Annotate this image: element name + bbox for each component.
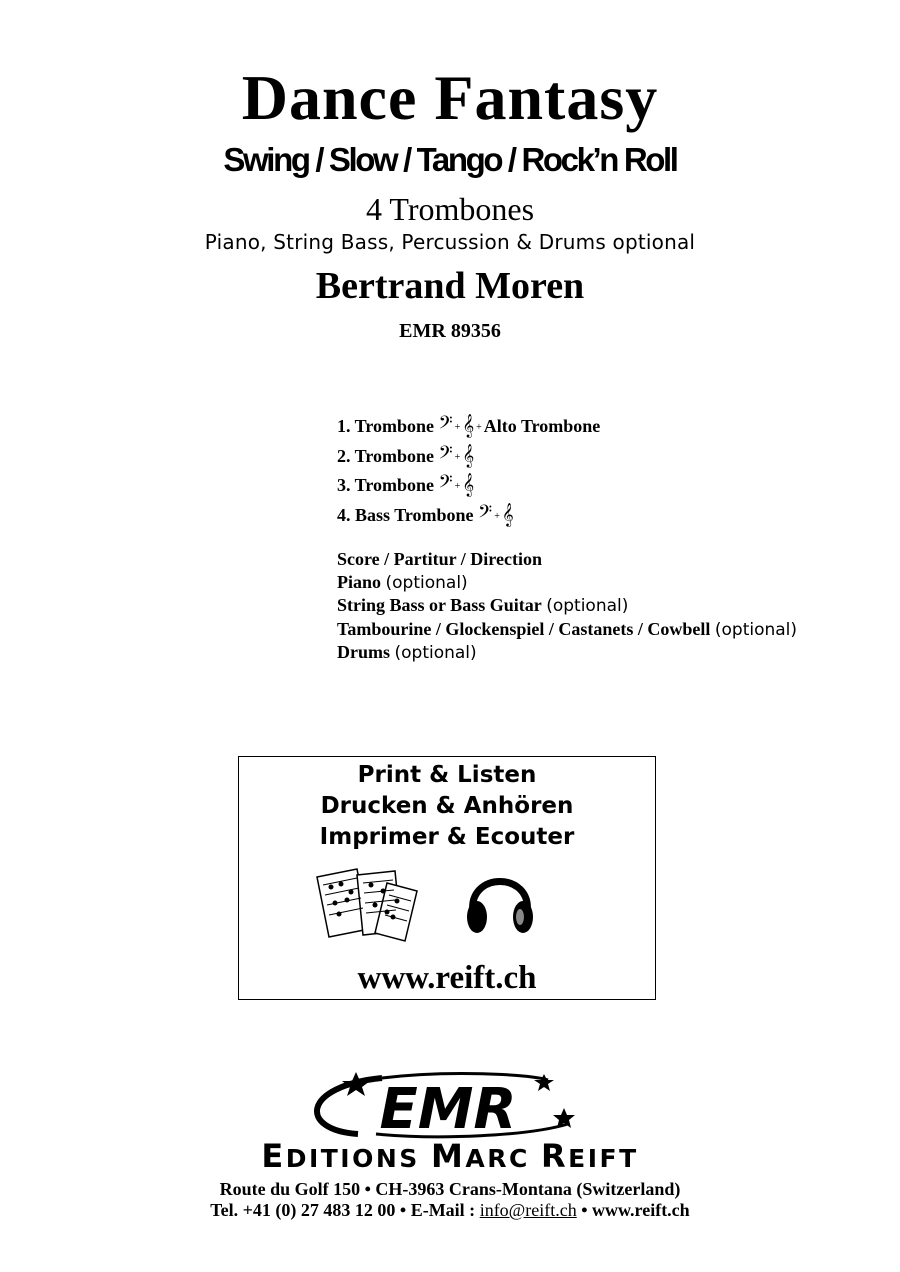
part-row [337,412,837,442]
emr-logo-text: EMR [379,1077,517,1142]
bass-clef-icon: 𝄢 [478,500,493,526]
part-extra: Alto Trombone [483,416,601,436]
material-label: Tambourine / Glockenspiel / Castanets / Cowbell [337,618,711,639]
material-label: Score / Partitur / Direction [337,549,542,569]
material-label: String Bass or Bass Guitar [337,595,542,616]
promo-line-fr: Imprimer & Ecouter [319,824,575,850]
emr-logo [298,1070,588,1144]
catalog-number: EMR 89356 [399,320,501,342]
plus-sign: + [454,451,461,463]
headphones-icon [465,863,535,939]
part-row [337,442,837,472]
publisher-initial: E [261,1137,286,1175]
material-note: (optional) [714,619,798,640]
email-link[interactable]: info@reift.ch [479,1200,577,1220]
materials-list [337,548,877,665]
phone-text: Tel. +41 (0) 27 483 12 00 • E-Mail : [210,1200,480,1220]
print-listen-box [238,756,656,1000]
material-note: (optional) [394,643,477,664]
title: Dance Fantasy [241,62,659,133]
bass-clef-icon: 𝄢 [438,412,453,437]
material-item [337,594,877,618]
part-label: 2. Trombone [337,445,435,466]
part-row [337,501,837,531]
address-line: Route du Golf 150 • CH-3963 Crans-Montana (Switzerland) [219,1179,681,1199]
material-item [337,618,877,642]
treble-clef-icon: 𝄞 [462,444,475,467]
promo-line-de: Drucken & Anhören [320,793,574,819]
material-label: Drums [337,642,390,663]
treble-clef-icon: 𝄞 [462,415,475,437]
publisher-initial: M [431,1137,466,1175]
promo-url: www.reift.ch [357,960,537,996]
treble-clef-icon: 𝄞 [462,474,475,496]
plus-sign: + [454,422,461,433]
part-label: 1. Trombone [337,416,435,436]
bass-clef-icon: 𝄢 [438,441,453,467]
publisher-part: EIFT [568,1144,639,1173]
part-row [337,471,837,501]
publisher-part: ARC [465,1144,541,1173]
composer: Bertrand Moren [315,265,585,307]
contact-line [0,1199,900,1221]
plus-sign: + [494,510,500,522]
material-item [337,571,877,595]
instrumentation: 4 Trombones [365,191,535,227]
bass-clef-icon: 𝄢 [438,471,453,496]
publisher-name [0,1138,900,1177]
sheet-music-icon [313,865,423,945]
website-text: • www.reift.ch [576,1200,690,1220]
part-label: 3. Trombone [337,475,435,495]
treble-clef-icon: 𝄞 [501,503,514,526]
publisher-part: DITIONS [285,1144,431,1173]
material-note: (optional) [385,572,468,593]
plus-sign: + [476,422,482,433]
material-note: (optional) [546,596,629,617]
plus-sign: + [454,481,461,492]
material-item [337,641,877,665]
material-label: Piano [337,571,382,592]
material-item [337,548,877,571]
subtitle: Swing / Slow / Tango / Rock’n Roll [223,141,677,178]
publisher-initial: R [541,1137,569,1175]
part-label: 4. Bass Trombone [337,504,474,525]
parts-list [337,412,837,530]
optional-instruments: Piano, String Bass, Percussion & Drums optional [204,230,696,254]
promo-line-en: Print & Listen [357,762,537,788]
